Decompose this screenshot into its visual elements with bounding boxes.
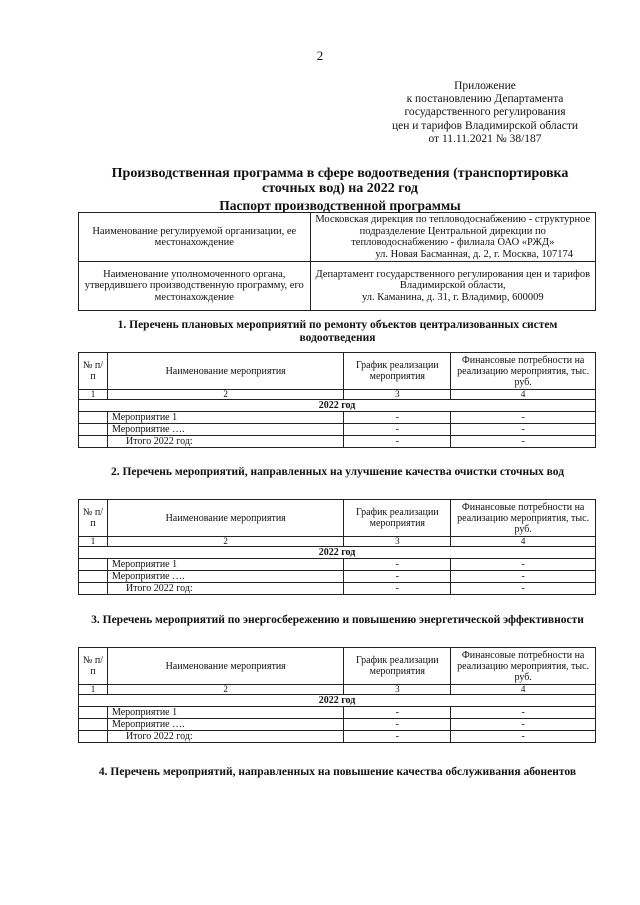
appendix-line: государственного регулирования xyxy=(404,106,566,119)
passport-row xyxy=(79,262,596,311)
col-num: 3 xyxy=(344,390,451,400)
section-title: 2. Перечень мероприятий, направленных на улучшение качества очистки сточных вод xyxy=(110,466,565,478)
item-finance: - xyxy=(451,719,596,731)
passport-label: Наименование уполномоченного органа, утвердившего производственную программу, его местонахождение xyxy=(79,262,311,311)
table-row xyxy=(79,707,596,719)
total-finance: - xyxy=(451,731,596,743)
item-name: Мероприятие 1 xyxy=(107,707,343,719)
item-finance: - xyxy=(451,559,596,571)
passport-value xyxy=(310,213,595,262)
table-row xyxy=(79,412,596,424)
year-label: 2022 год xyxy=(79,547,596,559)
document-title: Производственная программа в сфере водоотведения (транспортировка сточных вод) на 2022 год xyxy=(111,166,569,196)
row-num xyxy=(79,412,108,424)
row-num xyxy=(79,559,108,571)
total-schedule: - xyxy=(344,583,451,595)
events-table xyxy=(78,499,596,595)
appendix-line: цен и тарифов Владимирской области xyxy=(391,119,579,132)
passport-value-line: Московская дирекция по тепловодоснабжению - структурное подразделение Центральной дирекции по тепловодоснабжению - филиала ОАО «РЖД» xyxy=(315,214,591,248)
total-label: Итого 2022 год: xyxy=(107,436,343,448)
passport-value-line: ул. Новая Басманная, д. 2, г. Москва, 107174 xyxy=(375,248,573,260)
table-row xyxy=(79,719,596,731)
item-name: Мероприятие …. xyxy=(107,571,343,583)
header-num: № п/п xyxy=(79,353,108,390)
col-num: 2 xyxy=(107,537,343,547)
passport-label: Наименование регулируемой организации, ее местонахождение xyxy=(79,213,311,262)
header-name: Наименование мероприятия xyxy=(107,353,343,390)
col-num: 4 xyxy=(451,685,596,695)
row-num xyxy=(79,719,108,731)
table-row xyxy=(79,424,596,436)
total-finance: - xyxy=(451,436,596,448)
item-name: Мероприятие …. xyxy=(107,719,343,731)
table-header-row xyxy=(79,648,596,685)
appendix-block xyxy=(380,80,590,146)
item-finance: - xyxy=(451,412,596,424)
year-row xyxy=(79,547,596,559)
table-row xyxy=(79,571,596,583)
item-schedule: - xyxy=(344,707,451,719)
item-schedule: - xyxy=(344,424,451,436)
item-schedule: - xyxy=(344,412,451,424)
item-schedule: - xyxy=(344,559,451,571)
col-num: 3 xyxy=(344,537,451,547)
total-row xyxy=(79,731,596,743)
total-schedule: - xyxy=(344,731,451,743)
year-label: 2022 год xyxy=(79,400,596,412)
header-schedule: График реализации мероприятия xyxy=(344,648,451,685)
header-name: Наименование мероприятия xyxy=(107,648,343,685)
row-num xyxy=(79,436,108,448)
item-finance: - xyxy=(451,571,596,583)
total-schedule: - xyxy=(344,436,451,448)
header-finance: Финансовые потребности на реализацию мероприятия, тыс. руб. xyxy=(451,648,596,685)
item-schedule: - xyxy=(344,571,451,583)
row-num xyxy=(79,571,108,583)
document-subtitle: Паспорт производственной программы xyxy=(219,198,461,213)
passport-value-line: ул. Каманина, д. 31, г. Владимир, 600009 xyxy=(361,291,544,303)
column-number-row xyxy=(79,537,596,547)
col-num: 4 xyxy=(451,537,596,547)
column-number-row xyxy=(79,685,596,695)
header-finance: Финансовые потребности на реализацию мероприятия, тыс. руб. xyxy=(451,500,596,537)
row-num xyxy=(79,707,108,719)
col-num: 1 xyxy=(79,685,108,695)
passport-row xyxy=(79,213,596,262)
events-table xyxy=(78,647,596,743)
appendix-line: к постановлению Департамента xyxy=(406,93,564,106)
year-row xyxy=(79,695,596,707)
section-title: 3. Перечень мероприятий по энергосбережению и повышению энергетической эффективности xyxy=(91,614,584,626)
total-label: Итого 2022 год: xyxy=(107,583,343,595)
header-schedule: График реализации мероприятия xyxy=(344,353,451,390)
header-finance: Финансовые потребности на реализацию мероприятия, тыс. руб. xyxy=(451,353,596,390)
row-num xyxy=(79,583,108,595)
col-num: 4 xyxy=(451,390,596,400)
row-num xyxy=(79,731,108,743)
col-num: 1 xyxy=(79,537,108,547)
appendix-line: Приложение xyxy=(454,80,516,92)
total-label: Итого 2022 год: xyxy=(107,731,343,743)
year-label: 2022 год xyxy=(79,695,596,707)
item-name: Мероприятие …. xyxy=(107,424,343,436)
section-title: 4. Перечень мероприятий, направленных на повышение качества обслуживания абонентов xyxy=(98,766,577,778)
appendix-line: от 11.11.2021 № 38/187 xyxy=(428,132,542,145)
row-num xyxy=(79,424,108,436)
header-num: № п/п xyxy=(79,500,108,537)
col-num: 2 xyxy=(107,390,343,400)
passport-table xyxy=(78,212,596,311)
total-finance: - xyxy=(451,583,596,595)
header-schedule: График реализации мероприятия xyxy=(344,500,451,537)
passport-value xyxy=(310,262,595,311)
table-header-row xyxy=(79,500,596,537)
item-name: Мероприятие 1 xyxy=(107,559,343,571)
table-row xyxy=(79,559,596,571)
column-number-row xyxy=(79,390,596,400)
section-title: 1. Перечень плановых мероприятий по ремонту объектов централизованных систем водоотведения xyxy=(117,319,558,344)
header-num: № п/п xyxy=(79,648,108,685)
col-num: 2 xyxy=(107,685,343,695)
col-num: 1 xyxy=(79,390,108,400)
total-row xyxy=(79,583,596,595)
page-number: 2 xyxy=(316,48,324,63)
events-table xyxy=(78,352,596,448)
total-row xyxy=(79,436,596,448)
col-num: 3 xyxy=(344,685,451,695)
passport-value-line: Департамент государственного регулирования цен и тарифов Владимирской области, xyxy=(315,268,591,292)
header-name: Наименование мероприятия xyxy=(107,500,343,537)
table-header-row xyxy=(79,353,596,390)
item-name: Мероприятие 1 xyxy=(107,412,343,424)
item-finance: - xyxy=(451,707,596,719)
item-schedule: - xyxy=(344,719,451,731)
item-finance: - xyxy=(451,424,596,436)
year-row xyxy=(79,400,596,412)
